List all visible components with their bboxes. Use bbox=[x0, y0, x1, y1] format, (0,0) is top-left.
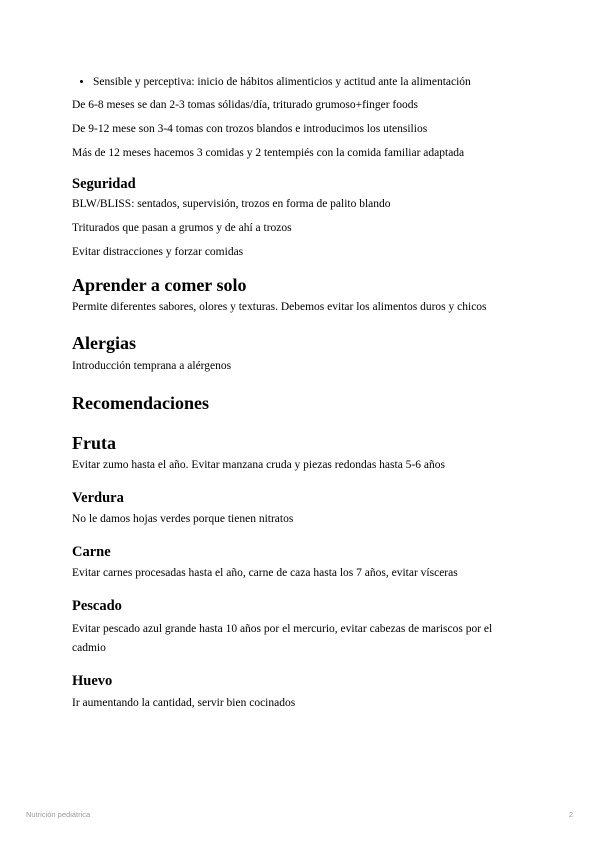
intro-bullet-list bbox=[72, 74, 528, 90]
pescado-text: Evitar pescado azul grande hasta 10 años por el mercurio, evitar cabezas de mariscos por el cadmio bbox=[72, 623, 493, 654]
heading-fruta: Fruta bbox=[72, 433, 116, 453]
intro-bullet-item: • Sensible y perceptiva: inicio de hábitos alimenticios y actitud ante la alimentación bbox=[93, 74, 528, 90]
footer-document-title: Nutrición pediátrica bbox=[26, 810, 91, 819]
heading-verdura: Verdura bbox=[72, 490, 124, 506]
heading-seguridad: Seguridad bbox=[72, 176, 136, 192]
heading-aprender-a-comer-solo: Aprender a comer solo bbox=[72, 275, 247, 295]
heading-carne: Carne bbox=[72, 544, 111, 560]
carne-text: Evitar carnes procesadas hasta el año, carne de caza hasta los 7 años, evitar vísceras bbox=[72, 567, 458, 579]
fruta-text: Evitar zumo hasta el año. Evitar manzana cruda y piezas redondas hasta 5-6 años bbox=[72, 459, 445, 471]
heading-recomendaciones: Recomendaciones bbox=[72, 393, 209, 413]
heading-pescado: Pescado bbox=[72, 598, 122, 614]
huevo-text: Ir aumentando la cantidad, servir bien cocinados bbox=[72, 697, 296, 709]
heading-alergias: Alergias bbox=[72, 333, 136, 353]
seguridad-line-3: Evitar distracciones y forzar comidas bbox=[72, 246, 244, 258]
seguridad-line-1: BLW/BLISS: sentados, supervisión, trozos en forma de palito blando bbox=[72, 198, 391, 210]
alergias-text: Introducción temprana a alérgenos bbox=[72, 360, 232, 372]
document-page bbox=[72, 70, 528, 711]
intro-line-12plus: Más de 12 meses hacemos 3 comidas y 2 tentempiés con la comida familiar adaptada bbox=[72, 147, 465, 159]
intro-line-9-12: De 9-12 mese son 3-4 tomas con trozos blandos e introducimos los utensilios bbox=[72, 123, 428, 135]
seguridad-line-2: Triturados que pasan a grumos y de ahí a trozos bbox=[72, 222, 292, 234]
aprender-text: Permite diferentes sabores, olores y texturas. Debemos evitar los alimentos duros y chicos bbox=[72, 301, 487, 313]
verdura-text: No le damos hojas verdes porque tienen nitratos bbox=[72, 513, 294, 525]
footer-page-number: 2 bbox=[568, 810, 573, 819]
heading-huevo: Huevo bbox=[72, 673, 113, 689]
intro-line-6-8: De 6-8 meses se dan 2-3 tomas sólidas/día, triturado grumoso+finger foods bbox=[72, 99, 418, 111]
